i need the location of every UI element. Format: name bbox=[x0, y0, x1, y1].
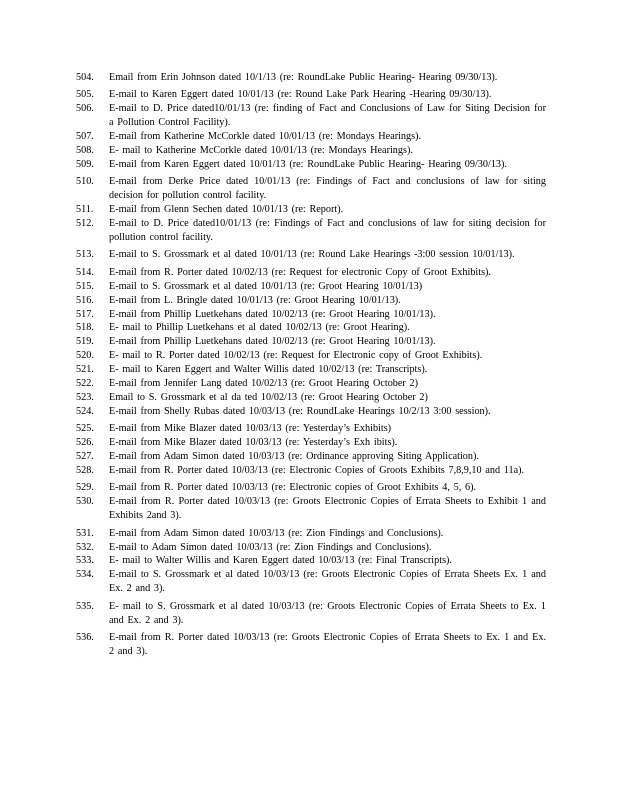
entry-number: 513. bbox=[76, 249, 94, 261]
entry-text: E-mail from Mike Blazer dated 10/03/13 (re: Yesterday’s Exhibits) bbox=[109, 423, 392, 435]
entry-text: E- mail to S. Grossmark et al dated 10/03/13 (re: Groots Electronic Copies of Errata Sheets to Ex. 1 and Ex. 2 and 3). bbox=[109, 600, 546, 626]
entry-text: E-mail to S. Grossmark et al dated 10/01/13 (re: Round Lake Hearings -3:00 session 10/01/13). bbox=[109, 249, 515, 261]
list-item bbox=[76, 422, 546, 436]
list-item bbox=[76, 144, 546, 158]
entry-text: E- mail to Karen Eggert and Walter Willis dated 10/02/13 (re: Transcripts). bbox=[109, 364, 428, 376]
entry-number: 516. bbox=[76, 294, 94, 306]
list-item bbox=[76, 377, 546, 391]
list-item bbox=[76, 266, 546, 280]
entry-text: E- mail to R. Porter dated 10/02/13 (re: Request for Electronic copy of Groot Exhibits). bbox=[109, 350, 483, 362]
entry-number: 511. bbox=[76, 204, 94, 216]
list-item bbox=[76, 321, 546, 335]
list-item bbox=[76, 554, 546, 568]
list-item bbox=[76, 464, 546, 478]
entry-number: 510. bbox=[76, 176, 94, 188]
list-item bbox=[76, 335, 546, 349]
entry-text: E-mail from Jennifer Lang dated 10/02/13 (re: Groot Hearing October 2) bbox=[109, 378, 419, 390]
entry-text: E-mail from Adam Simon dated 10/03/13 (re: Zion Findings and Conclusions). bbox=[109, 527, 444, 539]
entry-number: 505. bbox=[76, 89, 94, 101]
list-item bbox=[76, 541, 546, 555]
list-item bbox=[76, 280, 546, 294]
list-item bbox=[76, 217, 546, 245]
entry-text: E-mail to S. Grossmark et al dated 10/03/13 (re: Groots Electronic Copies of Errata Sheets Ex. 1 and Ex. 2 and 3). bbox=[109, 569, 546, 595]
entry-text: E-mail from R. Porter dated 10/03/13 (re: Groots Electronic Copies of Errata Sheets to Exhibit 1 and Exhibits 2and 3). bbox=[109, 496, 546, 522]
entry-number: 535. bbox=[76, 600, 94, 612]
entry-number: 526. bbox=[76, 437, 94, 449]
entry-text: E-mail from Phillip Luetkehans dated 10/02/13 (re: Groot Hearing 10/01/13). bbox=[109, 336, 436, 348]
entry-text: E-mail from Mike Blazer dated 10/03/13 (re: Yesterday’s Exh ibits). bbox=[109, 437, 398, 449]
entry-text: E- mail to Katherine McCorkle dated 10/01/13 (re: Mondays Hearings). bbox=[109, 145, 413, 157]
entry-number: 529. bbox=[76, 482, 94, 494]
entry-text: Email from Erin Johnson dated 10/1/13 (re: RoundLake Public Hearing- Hearing 09/30/13). bbox=[109, 72, 498, 83]
entry-text: E-mail from Glenn Sechen dated 10/01/13 (re: Report). bbox=[109, 204, 344, 216]
list-item bbox=[76, 631, 546, 659]
list-item bbox=[76, 600, 546, 628]
entry-number: 504. bbox=[76, 72, 94, 83]
entry-text: E-mail from R. Porter dated 10/03/13 (re: Groots Electronic Copies of Errata Sheets to Ex. 1 and Ex. 2 and 3). bbox=[109, 631, 546, 657]
entry-number: 528. bbox=[76, 464, 94, 476]
entry-number: 531. bbox=[76, 527, 94, 539]
entry-number: 536. bbox=[76, 631, 94, 643]
entry-text: E-mail from Derke Price dated 10/01/13 (re: Findings of Fact and conclusions of law for siting decision for pollution control facility. bbox=[109, 176, 546, 202]
entry-number: 514. bbox=[76, 266, 94, 278]
entry-number: 530. bbox=[76, 496, 94, 508]
list-item bbox=[76, 527, 546, 541]
entry-number: 506. bbox=[76, 103, 94, 115]
list-item bbox=[76, 102, 546, 130]
list-item bbox=[76, 130, 546, 144]
entry-number: 518. bbox=[76, 322, 94, 334]
entry-text: E-mail to Adam Simon dated 10/03/13 (re: Zion Findings and Conclusions). bbox=[109, 541, 432, 553]
list-item bbox=[76, 71, 546, 85]
entry-text: E-mail from Phillip Luetkehans dated 10/02/13 (re: Groot Hearing 10/01/13). bbox=[109, 308, 436, 320]
entry-number: 532. bbox=[76, 541, 94, 553]
list-item bbox=[76, 175, 546, 203]
entry-number: 533. bbox=[76, 555, 94, 567]
entry-number: 517. bbox=[76, 308, 94, 320]
entry-text: E-mail to D. Price dated10/01/13 (re: Findings of Fact and conclusions of law for siting decision for pollution control facility. bbox=[109, 218, 546, 243]
list-item bbox=[76, 481, 546, 495]
entry-number: 534. bbox=[76, 569, 94, 581]
entry-text: E- mail to Walter Willis and Karen Eggert dated 10/03/13 (re: Final Transcripts). bbox=[109, 555, 452, 567]
list-item bbox=[76, 294, 546, 308]
entry-number: 522. bbox=[76, 378, 94, 390]
list-item bbox=[76, 203, 546, 217]
entry-number: 515. bbox=[76, 280, 94, 292]
entry-number: 507. bbox=[76, 131, 94, 143]
entry-number: 519. bbox=[76, 336, 94, 348]
entry-text: E-mail from R. Porter dated 10/03/13 (re: Electronic Copies of Groots Exhibits 7,8,9,10 and 11a). bbox=[109, 464, 525, 476]
list-item bbox=[76, 450, 546, 464]
list-item bbox=[76, 391, 546, 405]
list-item bbox=[76, 88, 546, 102]
list-item bbox=[76, 349, 546, 363]
entry-list bbox=[76, 71, 546, 659]
entry-number: 521. bbox=[76, 364, 94, 376]
entry-number: 509. bbox=[76, 158, 94, 170]
entry-number: 527. bbox=[76, 451, 94, 463]
entry-text: E-mail from Adam Simon dated 10/03/13 (re: Ordinance approving Siting Application). bbox=[109, 451, 479, 463]
entry-text: E-mail from L. Bringle dated 10/01/13 (re: Groot Hearing 10/01/13). bbox=[109, 294, 401, 306]
entry-number: 512. bbox=[76, 218, 94, 230]
entry-text: E-mail from Shelly Rubas dated 10/03/13 (re: RoundLake Hearings 10/2/13 3:00 session). bbox=[109, 405, 491, 417]
list-item bbox=[76, 248, 546, 262]
entry-number: 525. bbox=[76, 423, 94, 435]
entry-text: E- mail to Phillip Luetkehans et al dated 10/02/13 (re: Groot Hearing). bbox=[109, 322, 410, 334]
entry-text: Email to S. Grossmark et al da ted 10/02/13 (re: Groot Hearing October 2) bbox=[109, 391, 428, 403]
entry-text: E-mail from Katherine McCorkle dated 10/01/13 (re: Mondays Hearings). bbox=[109, 131, 422, 143]
list-item bbox=[76, 158, 546, 172]
entry-text: E-mail to D. Price dated10/01/13 (re: finding of Fact and Conclusions of Law for Siting Decision for a Pollution Control Facility). bbox=[109, 103, 546, 129]
list-item bbox=[76, 568, 546, 596]
entry-text: E-mail to S. Grossmark et al dated 10/01/13 (re: Groot Hearing 10/01/13) bbox=[109, 280, 423, 292]
entry-text: E-mail from R. Porter dated 10/03/13 (re: Electronic copies of Groot Exhibits 4, 5, 6). bbox=[109, 482, 477, 494]
entry-text: E-mail from R. Porter dated 10/02/13 (re: Request for electronic Copy of Groot Exhibits). bbox=[109, 266, 491, 278]
entry-number: 524. bbox=[76, 405, 94, 417]
list-item bbox=[76, 495, 546, 523]
entry-number: 520. bbox=[76, 350, 94, 362]
list-item bbox=[76, 436, 546, 450]
entry-number: 523. bbox=[76, 391, 94, 403]
list-item bbox=[76, 405, 546, 419]
list-item bbox=[76, 308, 546, 322]
entry-text: E-mail to Karen Eggert dated 10/01/13 (re: Round Lake Park Hearing -Hearing 09/30/13). bbox=[109, 89, 492, 101]
list-item bbox=[76, 363, 546, 377]
entry-text: E-mail from Karen Eggert dated 10/01/13 (re: RoundLake Public Hearing- Hearing 09/30/13). bbox=[109, 158, 507, 170]
entry-number: 508. bbox=[76, 145, 94, 157]
